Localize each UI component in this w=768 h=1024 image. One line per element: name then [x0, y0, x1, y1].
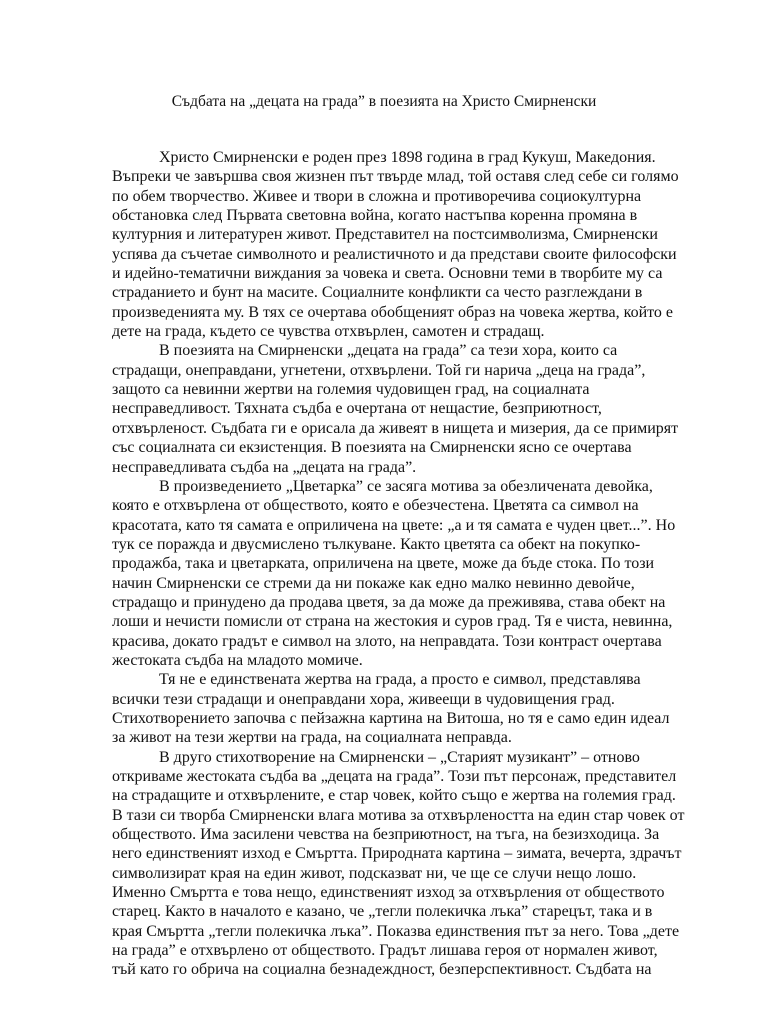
- document-body: [112, 148, 685, 980]
- text-line: на страдащите и отхвърлените, е стар човек, който също е жертва на големия град.: [112, 787, 676, 805]
- text-line: произведенията му. В тях се очертава обобщеният образ на човека жертва, който е: [112, 303, 674, 321]
- text-line: тук се поражда и двусмислено тълкуване. Както цветята са обект на покупко-: [112, 535, 641, 553]
- text-line: защото са невинни жертви на големия чудовищен град, на социалната: [112, 381, 590, 399]
- text-line: несправедливост. Тяхната съдба е очертана от нещастие, безприютност,: [112, 400, 602, 418]
- text-line: и идейно-тематични виждания за човека и света. Основни теми в творбите му са: [112, 265, 663, 283]
- text-line: по обем творчество. Живее и твори в сложна и противоречива социокултурна: [112, 187, 642, 205]
- text-line: със социалната си екзистенция. В поезията на Смирненски ясно се очертава: [112, 439, 632, 457]
- text-line: обществото. Има засилени чевства на безприютност, на тъга, на безизходица. За: [112, 826, 660, 844]
- text-line: откриваме жестоката съдба ва „децата на града”. Този път персонаж, представител: [112, 768, 677, 785]
- text-line: лоши и нечисти помисли от страна на жестокия и суров град. Тя е чиста, невинна,: [112, 613, 673, 631]
- text-line: успява да съчетае символното и реалистичното и да представи своите философски: [112, 245, 677, 263]
- text-line: културния и литературен живот. Представител на постсимволизма, Смирненски: [112, 226, 658, 244]
- text-line: Христо Смирненски е роден през 1898 година в град Кукуш, Македония.: [159, 149, 656, 166]
- text-line: страдащи, онеправдани, угнетени, отхвърлени. Той ги нарича „деца на града”,: [112, 361, 646, 379]
- text-line: В произведението „Цветарка” се засяга мотива за обезличената девойка,: [159, 477, 653, 495]
- text-line: красотата, като тя самата е оприличена на цвете: „а и тя самата е чуден цвет...”. Но: [112, 516, 676, 534]
- text-line: несправедливата съдба на „децата на града”.: [112, 458, 417, 476]
- text-line: старец. Както в началото е казано, че „тегли полекичка лъка” старецът, така и в: [112, 903, 653, 921]
- text-line: красива, докато градът е символ на злото, на неправдата. Този контраст очертава: [112, 632, 662, 650]
- text-line: края Смъртта „тегли полекичка лъка”. Показва единствения път за него. Това „дете: [112, 922, 680, 940]
- text-line: за живот на тези жертви на града, на социалната неправда.: [112, 729, 512, 747]
- text-line: начин Смирненски се стреми да ни покаже как едно малко невинно девойче,: [112, 574, 635, 592]
- text-line: В поезията на Смирненски „децата на града” са тези хора, които са: [159, 342, 618, 360]
- text-line: отхвърленост. Съдбата ги е орисала да живеят в нищета и мизерия, да се примирят: [112, 419, 679, 437]
- text-line: него единственият изход е Смъртта. Природната картина – зимата, вечерта, здрачът: [112, 845, 682, 863]
- text-line: която е отхвърлена от обществото, която е обезчестена. Цветята са символ на: [112, 497, 639, 515]
- text-line: В друго стихотворение на Смирненски – „Старият музикант” – отново: [159, 748, 640, 766]
- text-line: дете на града, където се чувства отхвърлен, самотен и страдащ.: [112, 323, 545, 341]
- text-line: страданието и бунт на масите. Социалните конфликти са често разглеждани в: [112, 284, 643, 302]
- text-line: В тази си творба Смирненски влага мотива за отхвърлеността на един стар човек от: [112, 806, 685, 824]
- document-title: Съдбата на „децата на града” в поезията на Христо Смирненски: [171, 93, 597, 110]
- text-line: Тя не е единствената жертва на града, а просто е символ, представлява: [159, 671, 641, 689]
- text-line: Стихотворението започва с пейзажна картина на Витоша, но тя е само един идеал: [112, 709, 670, 727]
- text-line: тъй като го обрича на социална безнадеждност, безперспективност. Съдбата на: [112, 961, 652, 979]
- text-line: обстановка след Първата световна война, когато настъпва коренна промяна в: [112, 207, 638, 225]
- text-line: Въпреки че завършва своя жизнен път твърде млад, той оставя след себе си голямо: [112, 168, 679, 186]
- text-line: символизират края на един живот, подсказват ни, че ще се случи нещо лошо.: [112, 864, 637, 882]
- text-line: страдащо и принудено да продава цветя, за да може да преживява, става обект на: [112, 593, 666, 611]
- text-line: жестоката съдба на младото момиче.: [112, 651, 363, 669]
- text-line: Именно Смъртта е това нещо, единственият изход за отхвърления от обществото: [112, 884, 665, 902]
- text-line: на града” е отхвърлено от обществото. Градът лишава героя от нормален живот,: [112, 942, 658, 960]
- text-line: продажба, така и цветарката, оприличена на цвете, може да бъде стока. По този: [112, 555, 655, 573]
- text-line: всички тези страдащи и онеправдани хора, живеещи в чудовищения град.: [112, 690, 615, 708]
